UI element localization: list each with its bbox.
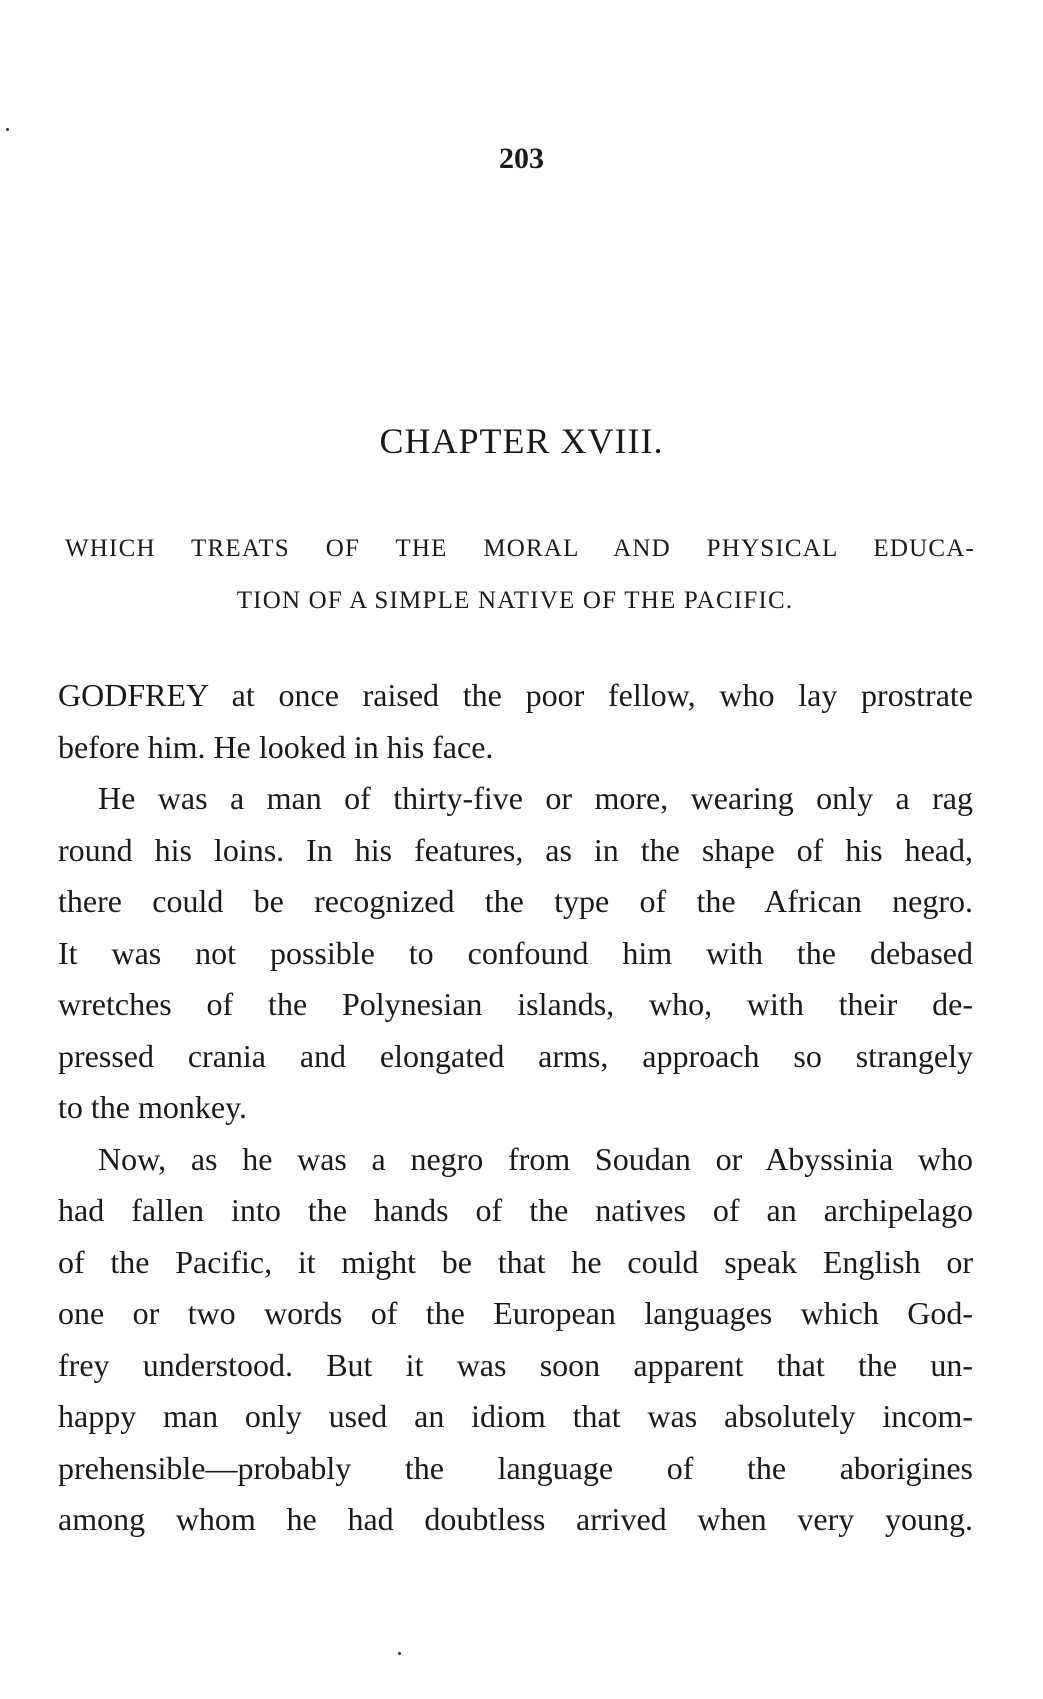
chapter-subtitle <box>55 523 975 627</box>
text-line: GODFREY at once raised the poor fellow, who lay prostrate <box>58 677 973 713</box>
page-number: 203 <box>499 142 544 175</box>
text-line: among whom he had doubtless arrived when very young. <box>58 1501 973 1537</box>
scan-speck <box>6 128 9 131</box>
paragraph <box>58 773 973 1134</box>
text-line: round his loins. In his features, as in the shape of his head, <box>58 831 973 868</box>
text-line: before him. He looked in his face. <box>58 728 494 765</box>
text-line: had fallen into the hands of the natives of an archipelago <box>58 1192 973 1228</box>
text-line: to the monkey. <box>58 1089 247 1125</box>
chapter-title: CHAPTER XVIII. <box>379 421 664 461</box>
chapter-subtitle-line: TION OF A SIMPLE NATIVE OF THE PACIFIC. <box>236 587 794 614</box>
text-line: there could be recognized the type of the African negro. <box>58 883 973 919</box>
text-line: pressed crania and elongated arms, approach so strangely <box>58 1037 973 1074</box>
text-line: frey understood. But it was soon apparent that the un- <box>58 1346 973 1383</box>
chapter-subtitle-line: WHICH TREATS OF THE MORAL AND PHYSICAL EDUCA- <box>65 535 975 562</box>
text-line: prehensible—probably the language of the aborigines <box>58 1449 973 1486</box>
scan-speck <box>398 1652 401 1655</box>
text-line: one or two words of the European languages which God- <box>58 1295 973 1331</box>
paragraph <box>58 670 973 773</box>
text-line: He was a man of thirty-five or more, wearing only a rag <box>98 780 973 816</box>
text-line: of the Pacific, it might be that he could speak English or <box>58 1243 973 1280</box>
paragraph <box>58 1134 973 1546</box>
body-text <box>58 670 973 1546</box>
text-line: Now, as he was a negro from Soudan or Abyssinia who <box>98 1140 973 1177</box>
text-line: It was not possible to confound him with the debased <box>58 934 973 971</box>
text-line: wretches of the Polynesian islands, who, with their de- <box>58 986 973 1022</box>
text-line: happy man only used an idiom that was absolutely incom- <box>58 1398 973 1434</box>
